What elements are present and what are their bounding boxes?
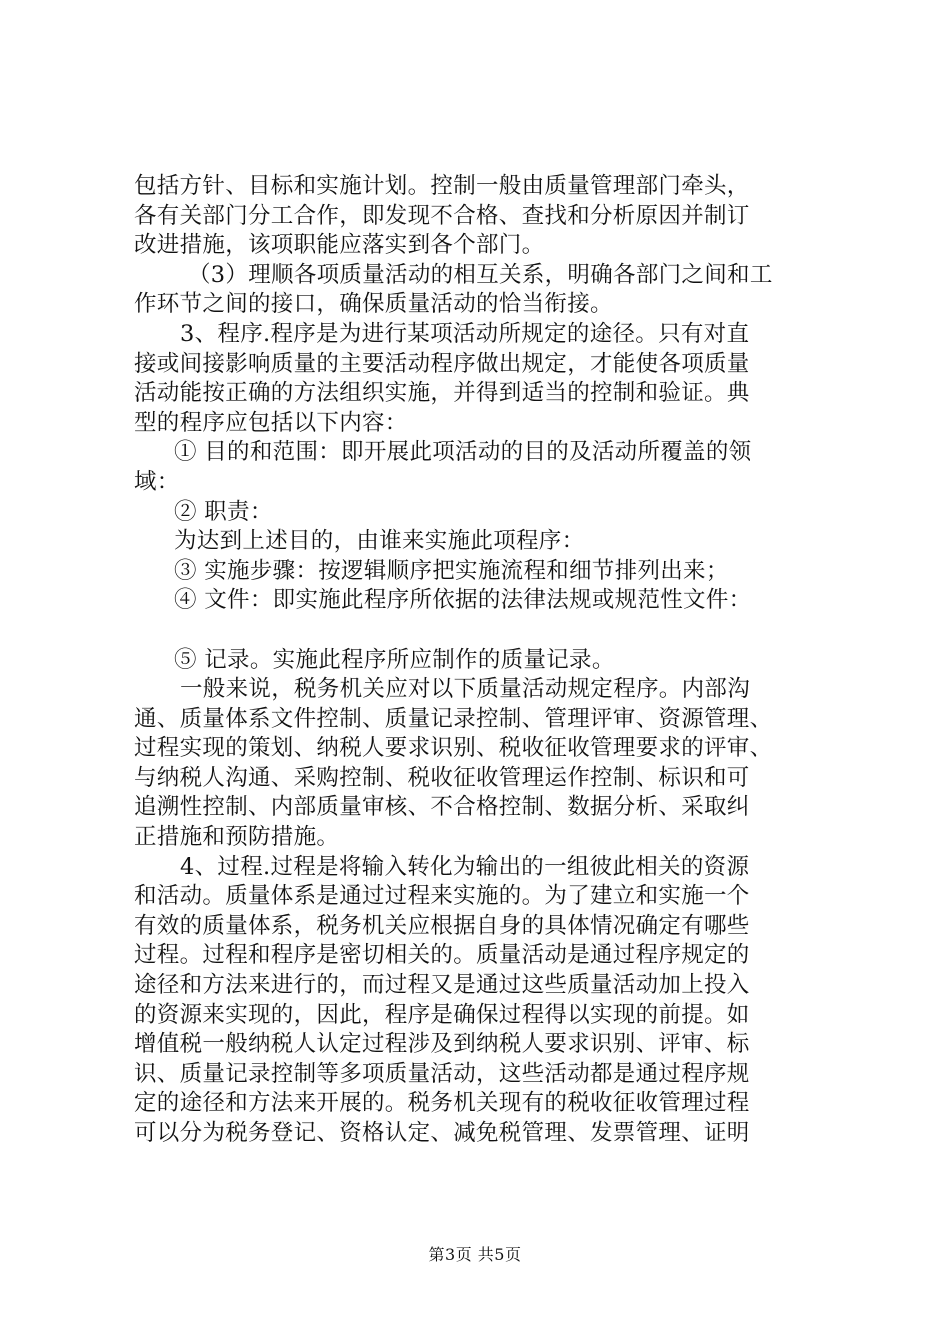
- text-line: 通、质量体系文件控制、质量记录控制、管理评审、资源管理、: [134, 705, 773, 732]
- text-line: 作环节之间的接口，确保质量活动的恰当衔接。: [134, 291, 613, 318]
- text-line: 型的程序应包括以下内容：: [134, 409, 408, 436]
- text-line: ⑤ 记录。实施此程序所应制作的质量记录。: [174, 646, 615, 673]
- text-line: 增值税一般纳税人认定过程涉及到纳税人要求识别、评审、标: [134, 1031, 750, 1058]
- text-line: 各有关部门分工合作，即发现不合格、查找和分析原因并制订: [134, 202, 750, 229]
- text-line: ③ 实施步骤：按逻辑顺序把实施流程和细节排列出来；: [174, 557, 729, 584]
- text-line: 识、质量记录控制等多项质量活动，这些活动都是通过程序规: [134, 1060, 750, 1087]
- text-line: 有效的质量体系，税务机关应根据自身的具体情况确定有哪些: [134, 912, 750, 939]
- text-line: ② 职责：: [174, 498, 273, 525]
- text-line: 一般来说，税务机关应对以下质量活动规定程序。内部沟: [180, 676, 751, 703]
- text-line: 接或间接影响质量的主要活动程序做出规定，才能使各项质量: [134, 350, 750, 377]
- text-line: 途径和方法来进行的，而过程又是通过这些质量活动加上投入: [134, 972, 750, 999]
- text-line: 活动能按正确的方法组织实施，并得到适当的控制和验证。典: [134, 380, 750, 407]
- text-line: （3）理顺各项质量活动的相互关系，明确各部门之间和工: [188, 261, 773, 288]
- text-line: 为达到上述目的，由谁来实施此项程序：: [174, 528, 585, 555]
- text-line: 改进措施，该项职能应落实到各个部门。: [134, 232, 545, 259]
- text-line: ① 目的和范围：即开展此项活动的目的及活动所覆盖的领: [174, 439, 752, 466]
- page-footer: 第3页 共5页: [428, 1245, 522, 1264]
- text-line: 可以分为税务登记、资格认定、减免税管理、发票管理、证明: [134, 1120, 750, 1146]
- text-line: 包括方针、目标和实施计划。控制一般由质量管理部门牵头，: [134, 173, 750, 199]
- text-line: 4、过程.过程是将输入转化为输出的一组彼此相关的资源: [180, 853, 750, 880]
- text-line: 3、程序.程序是为进行某项活动所规定的途径。只有对直: [180, 320, 750, 347]
- document-body: [134, 172, 824, 1149]
- text-line: 过程实现的策划、纳税人要求识别、税收征收管理要求的评审、: [134, 735, 773, 762]
- text-line: 定的途径和方法来开展的。税务机关现有的税收征收管理过程: [134, 1090, 750, 1117]
- text-line: 与纳税人沟通、采购控制、税收征收管理运作控制、标识和可: [134, 764, 750, 791]
- text-line: 追溯性控制、内部质量审核、不合格控制、数据分析、采取纠: [134, 794, 750, 821]
- text-line: 和活动。质量体系是通过过程来实施的。为了建立和实施一个: [134, 883, 750, 910]
- text-line: 过程。过程和程序是密切相关的。质量活动是通过程序规定的: [134, 942, 750, 969]
- text-line: 正措施和预防措施。: [134, 824, 340, 851]
- text-line: ④ 文件：即实施此程序所依据的法律法规或规范性文件：: [174, 587, 752, 614]
- text-line: 的资源来实现的，因此，程序是确保过程得以实现的前提。如: [134, 1001, 750, 1028]
- text-line: [134, 616, 824, 646]
- text-line: 域：: [134, 468, 180, 495]
